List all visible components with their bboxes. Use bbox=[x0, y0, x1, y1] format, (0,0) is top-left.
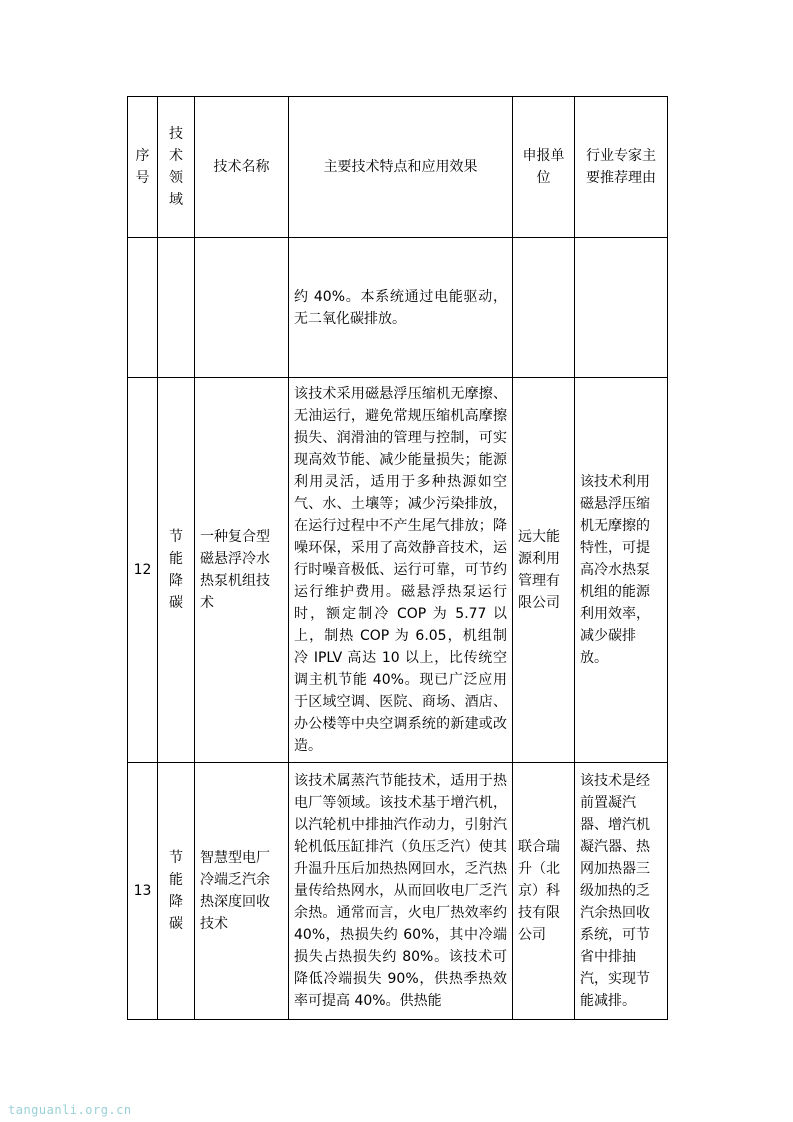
row-applicant: 远大能源利用管理有限公司 bbox=[513, 378, 575, 763]
header-name: 技术名称 bbox=[195, 97, 289, 238]
row-reason: 该技术利用磁悬浮压缩机无摩擦的特性，可提高冷水热泵机组的能源利用效率，减少碳排放。 bbox=[575, 378, 668, 763]
cont-applicant-cell bbox=[513, 238, 575, 378]
row-reason: 该技术是经前置凝汽器、增汽机凝汽器、热网加热器三级加热的乏汽余热回收系统，可节省中排抽汽，实现节能减排。 bbox=[575, 763, 668, 1020]
row-seq: 13 bbox=[128, 763, 158, 1020]
row-seq: 12 bbox=[128, 378, 158, 763]
row-features: 该技术采用磁悬浮压缩机无摩擦、无油运行，避免常规压缩机高摩擦损失、润滑油的管理与控制，可实现高效节能、减少能量损失；能源利用灵活，适用于多种热源如空气、水、土壤等；减少污染排放，在运行过程中不产生尾气排放；降噪环保，采用了高效静音技术，运行时噪音极低、运行可靠，可节约运行维护费用。磁悬浮热泵运行时，额定制冷 COP 为 5.77 以上，制热 COP 为 6.05，机组制冷 IPLV 高达 10 以上，比传统空调主机节能 40%。现已广泛应用于区域空调、医院、商场、酒店、办公楼等中央空调系统的新建或改造。 bbox=[289, 378, 513, 763]
cont-field-cell bbox=[158, 238, 195, 378]
table-row bbox=[128, 378, 668, 763]
technology-table bbox=[127, 96, 668, 1020]
cont-seq-cell bbox=[128, 238, 158, 378]
row-field: 节能降碳 bbox=[158, 763, 195, 1020]
header-field: 技术领域 bbox=[158, 97, 195, 238]
cont-reason-cell bbox=[575, 238, 668, 378]
continuation-row bbox=[128, 238, 668, 378]
header-applicant: 申报单位 bbox=[513, 97, 575, 238]
table-row bbox=[128, 763, 668, 1020]
header-seq: 序号 bbox=[128, 97, 158, 238]
header-features: 主要技术特点和应用效果 bbox=[289, 97, 513, 238]
cont-features-cell: 约 40%。本系统通过电能驱动，无二氧化碳排放。 bbox=[289, 238, 513, 378]
row-tech-name: 一种复合型磁悬浮冷水热泵机组技术 bbox=[195, 378, 289, 763]
watermark-text: tanguanli.org.cn bbox=[8, 1103, 132, 1117]
header-row bbox=[128, 97, 668, 238]
row-applicant: 联合瑞升（北京）科技有限公司 bbox=[513, 763, 575, 1020]
row-features: 该技术属蒸汽节能技术，适用于热电厂等领域。该技术基于增汽机，以汽轮机中排抽汽作动力，引射汽轮机低压缸排汽（负压乏汽）使其升温升压后加热热网回水，乏汽热量传给热网水，从而回收电厂乏汽余热。通常而言，火电厂热效率约 40%，热损失约 60%，其中冷端损失占热损失约 80%。该技术可降低冷端损失 90%，供热季热效率可提高 40%。供热能 bbox=[289, 763, 513, 1020]
cont-name-cell bbox=[195, 238, 289, 378]
row-field: 节能降碳 bbox=[158, 378, 195, 763]
row-tech-name: 智慧型电厂冷端乏汽余热深度回收技术 bbox=[195, 763, 289, 1020]
header-reason: 行业专家主要推荐理由 bbox=[575, 97, 668, 238]
